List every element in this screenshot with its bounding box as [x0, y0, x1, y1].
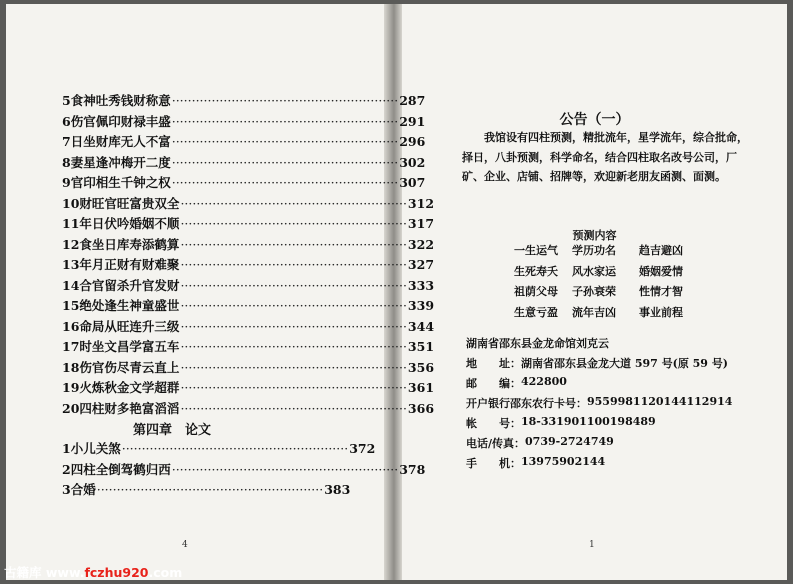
toc-entry — [62, 296, 435, 317]
toc-entry-page: 356 — [407, 359, 435, 375]
predict-item: 一生运气 — [514, 244, 558, 257]
predict-title: 预测内容 — [572, 229, 617, 242]
toc-entry-number: 15 — [62, 298, 80, 313]
toc-entry-number: 17 — [62, 339, 80, 354]
predict-item: 趋吉避凶 — [639, 244, 683, 257]
notice-body-text: 我馆设有四柱预测，精批流年，星学流年，综合批命，择日，八卦预测，科学命名，结合四柱取名改号公司，厂矿、企业、店铺、招牌等，欢迎新老朋友函测、面测。 — [462, 131, 748, 183]
toc-entry-page: 383 — [324, 482, 351, 497]
toc-dot-leader: ························································· — [171, 93, 399, 108]
toc-entry-page: 287 — [399, 93, 426, 108]
book-spread — [6, 4, 787, 580]
toc-entry-number: 7 — [62, 134, 71, 149]
notice-title: 公告（一） — [559, 112, 630, 128]
toc-entry-page: 378 — [399, 461, 426, 477]
contact-label: 帐 号： — [466, 417, 521, 430]
contact-value: 422800 — [521, 375, 567, 388]
org-name-text: 湖南省邵东县金龙命馆刘克云 — [466, 337, 609, 350]
toc-entry-number: 10 — [62, 195, 80, 211]
toc-entry-title: 年日伏吟 — [79, 216, 130, 231]
predict-item: 子孙衰荣 — [572, 285, 616, 298]
toc-dot-leader: ························································· — [121, 441, 349, 456]
contact-row — [466, 435, 766, 455]
predict-grid — [514, 242, 734, 324]
toc-dot-leader: ························································· — [171, 134, 399, 149]
toc-entry — [62, 378, 435, 399]
chapter-heading: 第四章 论文 — [132, 423, 211, 438]
toc-dot-leader: ························································· — [180, 236, 407, 252]
org-name — [466, 335, 766, 355]
toc-dot-leader: ························································· — [171, 461, 399, 477]
toc-entry-number: 1 — [62, 441, 71, 456]
toc-entry-title: 命局从旺 — [79, 318, 130, 334]
toc-entry-page: 333 — [407, 277, 435, 293]
predict-item: 学历功名 — [572, 244, 616, 257]
predict-item: 性情才智 — [639, 285, 683, 298]
toc-entry-subtitle: 升官发财 — [129, 277, 180, 293]
toc-entry-title: 日坐财库 — [70, 134, 121, 149]
toc-entry-number: 19 — [62, 380, 80, 395]
toc-entry-page: 366 — [407, 400, 435, 416]
predict-item: 祖荫父母 — [514, 285, 558, 298]
toc-entry-title: 时坐文昌 — [79, 339, 130, 354]
toc-entry-subtitle: 千钟之权 — [120, 175, 171, 190]
toc-entry-number: 16 — [62, 318, 80, 334]
contact-info — [466, 335, 766, 475]
toc-entry-subtitle: 财禄丰盛 — [120, 113, 171, 129]
toc-dot-leader: ························································· — [180, 380, 407, 395]
toc-entry — [62, 255, 435, 276]
toc-dot-leader: ························································· — [180, 257, 407, 272]
contact-row — [466, 415, 766, 435]
toc-entry-subtitle: 青云直上 — [129, 359, 180, 375]
toc-entry-page: 317 — [407, 216, 435, 231]
toc-entry — [62, 194, 435, 215]
toc-entry-number: 2 — [62, 461, 71, 477]
contact-row — [466, 455, 766, 475]
toc-entry-title: 伤官佩印 — [70, 113, 121, 129]
toc-entry-page: 351 — [407, 339, 435, 354]
toc-entry-number: 14 — [62, 277, 80, 293]
toc-entry-subtitle: 有财难聚 — [129, 257, 180, 272]
toc-entry-page: 307 — [399, 175, 426, 190]
toc-entry-page: 322 — [407, 236, 435, 252]
toc-dot-leader: ························································· — [96, 482, 324, 497]
toc-entry-number: 5 — [62, 93, 71, 108]
left-page — [6, 4, 435, 580]
predict-item: 流年吉凶 — [572, 305, 616, 319]
predict-item: 生死寿夭 — [514, 264, 558, 278]
toc-entry — [62, 276, 435, 297]
toc-entry-title: 合官留杀 — [79, 277, 130, 293]
toc-entry-number: 8 — [62, 154, 71, 170]
toc-entry — [62, 460, 426, 481]
toc-entry-page: 291 — [399, 113, 426, 129]
toc-entry — [62, 173, 426, 194]
predict-row — [514, 242, 734, 263]
toc-entry-title: 食坐日库 — [79, 236, 130, 252]
left-page-number: 4 — [182, 540, 188, 550]
toc-entry-page: 296 — [399, 134, 426, 149]
toc-entry-title: 绝处逢生 — [79, 298, 130, 313]
contact-value: 18-331901100198489 — [521, 415, 656, 428]
toc-entry-title: 妻星逢冲 — [70, 154, 121, 170]
contact-label: 地 址： — [466, 357, 521, 370]
toc-entry-page: 361 — [407, 380, 435, 395]
toc-entry-title: 财旺官旺 — [79, 195, 130, 211]
toc-entry-number: 12 — [62, 236, 80, 252]
toc-dot-leader: ························································· — [180, 298, 407, 313]
table-of-contents — [62, 91, 435, 501]
contact-label: 邮 编： — [466, 377, 521, 390]
toc-entry-subtitle: 婚姻不顺 — [129, 216, 180, 231]
predict-item: 风水家运 — [572, 264, 616, 278]
predict-item: 生意亏盈 — [514, 305, 558, 319]
toc-entry — [62, 132, 426, 153]
toc-entry-title: 四柱全倒 — [70, 461, 121, 477]
toc-dot-leader: ························································· — [171, 175, 399, 190]
toc-entry — [62, 214, 435, 235]
toc-entry — [62, 317, 435, 338]
toc-entry — [62, 337, 435, 358]
right-page — [402, 4, 787, 580]
contact-label: 电话/传真： — [466, 437, 526, 450]
toc-entry-subtitle: 钱财称意 — [120, 93, 171, 108]
site-watermark — [4, 563, 182, 581]
notice-body — [462, 128, 752, 187]
predict-row — [514, 263, 734, 284]
watermark-prefix: 古籍库 www. — [4, 565, 85, 580]
predict-item: 婚姻爱情 — [639, 264, 683, 278]
toc-entry-title: 食神吐秀 — [70, 93, 121, 108]
predict-item: 事业前程 — [639, 305, 683, 319]
toc-entry — [62, 153, 426, 174]
contact-row — [466, 375, 766, 395]
toc-entry — [62, 112, 426, 133]
toc-entry-title: 合婚 — [70, 482, 96, 497]
toc-dot-leader: ························································· — [180, 216, 407, 231]
contact-value: 9559981120144112914 — [587, 395, 733, 408]
toc-dot-leader: ························································· — [180, 359, 407, 375]
contact-value: 0739-2724749 — [525, 435, 614, 448]
predict-row — [514, 304, 734, 325]
toc-entry-number: 20 — [62, 400, 80, 416]
toc-dot-leader: ························································· — [180, 339, 407, 354]
toc-entry-subtitle: 梅开二度 — [120, 154, 171, 170]
toc-entry-subtitle: 学富五车 — [129, 339, 180, 354]
toc-entry-subtitle: 连升三级 — [129, 318, 180, 334]
toc-dot-leader: ························································· — [171, 113, 399, 129]
watermark-highlight: fczhu920 — [84, 565, 149, 580]
contact-value: 13975902144 — [521, 455, 606, 468]
toc-entry-title: 官印相生 — [70, 175, 121, 190]
toc-dot-leader: ························································· — [171, 154, 399, 170]
toc-entry-page: 327 — [407, 257, 435, 272]
toc-dot-leader: ························································· — [180, 400, 407, 416]
toc-entry-title: 小儿关煞 — [70, 441, 121, 456]
toc-entry-subtitle: 富贵双全 — [129, 195, 180, 211]
toc-entry-number: 3 — [62, 482, 71, 497]
toc-entry — [62, 480, 351, 501]
toc-entry-subtitle: 文学超群 — [129, 380, 180, 395]
toc-entry-subtitle: 艳富滔滔 — [129, 400, 180, 416]
toc-entry-page: 339 — [407, 298, 435, 313]
toc-entry-title: 伤官伤尽 — [79, 359, 130, 375]
toc-entry-title: 火炼秋金 — [79, 380, 130, 395]
toc-entry-title: 年月正财 — [79, 257, 130, 272]
contact-label: 手 机： — [466, 457, 521, 470]
contact-value: 湖南省邵东县金龙大道 597 号(原 59 号) — [521, 357, 728, 370]
predict-row — [514, 283, 734, 304]
toc-entry-page: 302 — [399, 154, 426, 170]
toc-entry — [62, 439, 376, 460]
toc-entry-number: 6 — [62, 113, 71, 129]
toc-entry-number: 18 — [62, 359, 80, 375]
contact-label: 开户银行邵东农行卡号： — [466, 397, 587, 410]
toc-entry — [62, 235, 435, 256]
toc-entry — [62, 91, 426, 112]
contact-row — [466, 395, 766, 415]
toc-dot-leader: ························································· — [180, 277, 407, 293]
contact-row — [466, 355, 766, 375]
watermark-suffix: .com — [148, 565, 183, 580]
toc-entry-title: 四柱财多 — [79, 400, 130, 416]
toc-entry-page: 372 — [349, 441, 376, 456]
toc-entry-number: 9 — [62, 175, 71, 190]
toc-entry-page: 312 — [407, 195, 435, 211]
toc-dot-leader: ························································· — [180, 318, 407, 334]
toc-entry — [62, 358, 435, 379]
toc-entry-subtitle: 寿添鹤算 — [129, 236, 180, 252]
toc-dot-leader: ························································· — [180, 195, 407, 211]
toc-entry-subtitle: 无人不富 — [120, 134, 171, 149]
toc-entry-subtitle: 驾鹤归西 — [120, 461, 171, 477]
toc-entry-subtitle: 神童盛世 — [129, 298, 180, 313]
toc-entry-number: 11 — [62, 216, 80, 231]
toc-entry-page: 344 — [407, 318, 435, 334]
right-page-number: 1 — [589, 540, 595, 550]
toc-entry-number: 13 — [62, 257, 80, 272]
toc-entry — [62, 399, 435, 420]
